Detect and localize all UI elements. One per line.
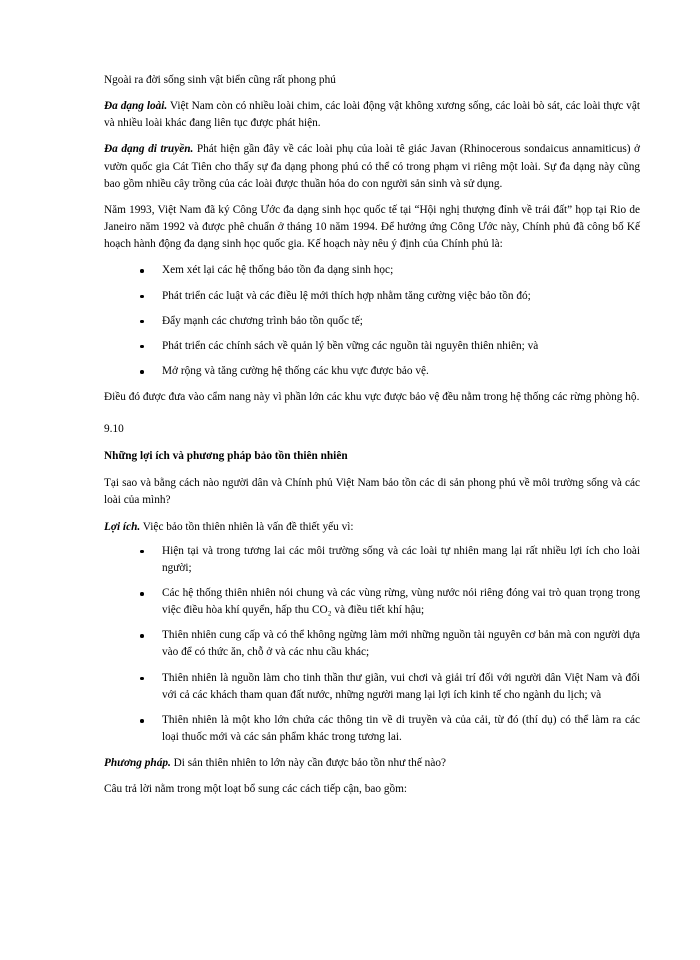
list-item: Xem xét lại các hệ thống bảo tồn đa dạng sinh học; [136,262,640,279]
paragraph-intro: Ngoài ra đời sống sinh vật biển cũng rất phong phú [104,74,336,86]
paragraph-question: Tại sao và bằng cách nào người dân và Chính phủ Việt Nam bảo tồn các di sản phong phú về môi trường sống và các loài của mình? [104,477,640,507]
species-lead-label: Đa dạng loài. [104,100,168,113]
section-number: 9.10 [104,423,124,436]
benefits-body-text: Việc bảo tồn thiên nhiên là vấn đề thiết yếu vì: [140,520,354,533]
species-body-text: Việt Nam còn có nhiều loài chim, các loài động vật không xương sống, các loài bò sát, các loài thực vật và nhiều loài khác đang liên tục được phát hiện. [104,100,640,130]
benefits-lead-label: Lợi ích. [104,520,141,533]
list-item: Phát triển các luật và các điều lệ mới thích hợp nhằm tăng cường việc bảo tồn đó; [136,288,640,305]
paragraph-genetic-diversity [104,141,640,192]
list-item: Thiên nhiên cung cấp và có thể không ngừng làm mới những nguồn tài nguyên cơ bản mà con người dựa vào để có thức ăn, chỗ ở và các nhu cầu khác; [136,627,640,661]
method-lead-label: Phương pháp. [104,757,171,770]
benefits-list-wrapper [104,543,640,747]
list-item: Thiên nhiên là một kho lớn chứa các thông tin về di truyền và của cải, từ đó (thí dụ) có thể làm ra các loại thuốc mới và các sản phẩm khác trong tương lai. [136,712,640,746]
paragraph-method [104,755,640,772]
plan-list-wrapper [104,262,640,380]
list-item: Đẩy mạnh các chương trình bảo tồn quốc tế; [136,313,640,330]
list-item: Phát triển các chính sách về quản lý bền vững các nguồn tài nguyên thiên nhiên; và [136,338,640,355]
section-heading: Những lợi ích và phương pháp bảo tồn thiên nhiên [104,450,348,463]
list-item: Các hệ thống thiên nhiên nói chung và các vùng rừng, vùng nước nói riêng đóng vai trò quan trọng trong việc điều hòa khí quyển, hấp thu CO₂ và điều tiết khí hậu; [136,585,640,619]
list-item: Thiên nhiên là nguồn làm cho tinh thần thư giãn, vui chơi và giải trí đối với người dân Việt Nam và đối với cả các khách tham quan đất nước, những người mang lại lợi ích kinh tế cho ngành du lịch; và [136,670,640,704]
paragraph-after-list: Điều đó được đưa vào cẩm nang này vì phần lớn các khu vực được bảo vệ đều nằm trong hệ thống các rừng phòng hộ. [104,391,640,404]
paragraph-species [104,98,640,132]
benefits-bullet-list [104,543,640,747]
method-body-text: Di sản thiên nhiên to lớn này cần được bảo tồn như thế nào? [170,757,446,770]
genetic-body-text: Phát hiện gần đây về các loài phụ của loài tê giác Javan (Rhinocerous sondaicus annamiticus) ở vườn quốc gia Cát Tiên cho thấy sự đa dạng phong phú có thể có trong phạm vi riêng một loài. Sự đa dạng này cũng bao gồm nhiều cây trồng của các loài được thuần hóa do con người sản sinh và sử dụng. [104,143,640,190]
paragraph-benefits-intro [104,519,640,536]
list-item: Hiện tại và trong tương lai các môi trường sống và các loài tự nhiên mang lại rất nhiều lợi ích cho loài người; [136,543,640,577]
genetic-lead-label: Đa dạng di truyền. [104,143,194,156]
paragraph-convention: Năm 1993, Việt Nam đã ký Công Ước đa dạng sinh học quốc tế tại “Hội nghị thượng đỉnh về trái đất” họp tại Rio de Janeiro năm 1992 và được phê chuẩn ở tháng 10 năm 1994. Để hưởng ứng Công Ước này, Chính phủ đã công bố Kế hoạch hành động đa dạng sinh học quốc gia. Kế hoạch này nêu ý định của Chính phủ là: [104,203,640,251]
list-item: Mở rộng và tăng cường hệ thống các khu vực được bảo vệ. [136,363,640,380]
plan-bullet-list [104,262,640,380]
paragraph-answer: Câu trả lời nằm trong một loạt bổ sung các cách tiếp cận, bao gồm: [104,783,408,796]
